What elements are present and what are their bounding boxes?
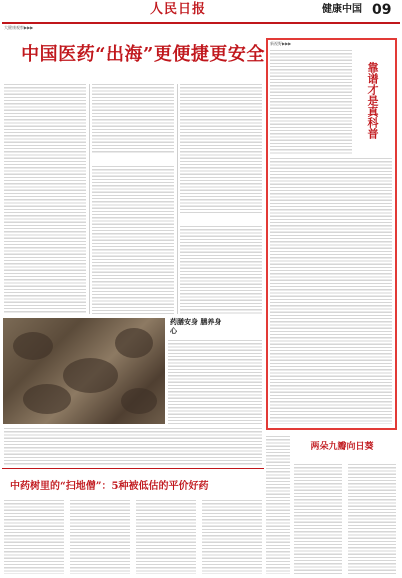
photo-story-headline: 药膳安身 膳养身心 — [170, 318, 222, 335]
bottom-story-column-2 — [70, 500, 130, 574]
right-story-headline: 两朵九瓣向日葵 — [310, 442, 374, 452]
masthead-rule — [2, 22, 400, 24]
column-divider — [177, 84, 178, 314]
newspaper-logo: 人民日报 — [150, 2, 207, 17]
main-story-column-1 — [4, 84, 86, 314]
main-story-column-2a — [92, 84, 174, 154]
page-number: 09 — [372, 2, 392, 18]
main-story-headline: 中国医药“出海”更便捷更安全 — [21, 44, 265, 65]
bottom-story-column-4 — [202, 500, 262, 574]
photo-story-body — [168, 340, 262, 424]
commentary-column-top — [270, 50, 352, 154]
bottom-story-rule — [2, 468, 264, 469]
main-story-column-2b — [92, 166, 174, 314]
column-divider — [89, 84, 90, 314]
bottom-story-headline: 中药树里的“扫地僧”：5种被低估的平价好药 — [10, 481, 209, 492]
bottom-story-column-3 — [136, 500, 196, 574]
bottom-story-column-1 — [4, 500, 64, 574]
food-photo — [3, 318, 165, 424]
commentary-column-body — [270, 158, 392, 424]
main-story-tag: 大健康观察▶▶▶ — [4, 25, 34, 30]
commentary-tag: 新视野▶▶▶ — [270, 41, 292, 46]
main-story-column-3b — [180, 226, 262, 314]
commentary-headline: 靠谱才是真科普 — [366, 62, 379, 139]
right-story-column-2 — [348, 464, 396, 574]
section-title: 健康中国 — [322, 4, 362, 15]
main-story-column-3a — [180, 84, 262, 214]
middle-lower-column — [266, 436, 290, 574]
right-story-column-1 — [294, 464, 342, 574]
photo-caption-text — [4, 428, 262, 466]
